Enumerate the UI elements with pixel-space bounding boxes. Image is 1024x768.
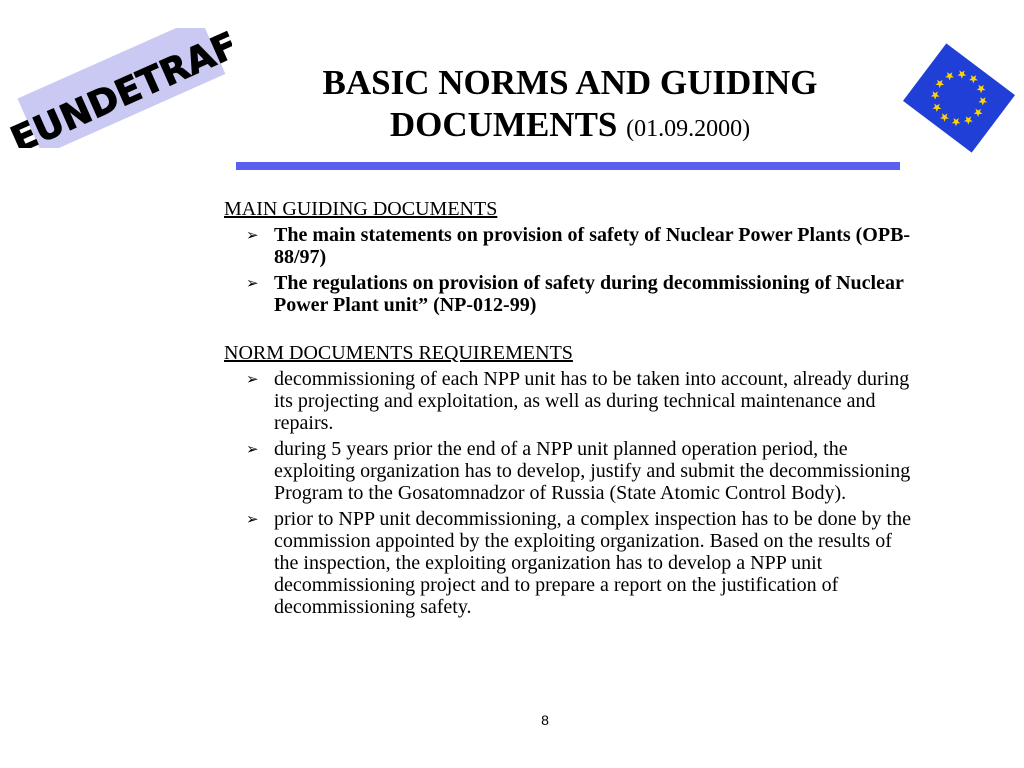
page-title [240,62,900,150]
list-item [224,368,914,434]
list-item-text: The main statements on provision of safety of Nuclear Power Plants (OPB-88/97) [274,224,911,268]
page-title-date: (01.09.2000) [626,116,751,142]
eundetraf-logo-graphic [8,28,232,148]
bullet-arrow-icon: ➢ [246,226,259,244]
bullet-list [224,368,914,618]
eu-flag-icon [898,42,1020,154]
list-item-text: during 5 years prior the end of a NPP unit planned operation period, the exploiting organization has to develop, justify and submit the decommissioning Program to the Gosatomnadzor of Russia (State Atomic Control Body). [274,438,911,504]
section-norm-documents-requirements [224,342,914,618]
eu-flag-field [903,43,1015,152]
list-item [224,224,914,268]
list-item-text: decommissioning of each NPP unit has to be taken into account, already during its projecting and exploitation, as well as during technical maintenance and repairs. [274,368,910,434]
section-heading: MAIN GUIDING DOCUMENTS [224,198,498,220]
list-item-text: prior to NPP unit decommissioning, a complex inspection has to be done by the commission appointed by the exploiting organization. Based on the results of the inspection, the exploiting organization has to develop a NPP unit decommissioning project and to prepare a report on the justification of decommissioning safety. [274,508,911,618]
list-item-text: The regulations on provision of safety during decommissioning of Nuclear Power Plant unit” (NP-012-99) [274,272,904,316]
list-item [224,508,914,618]
section-heading: NORM DOCUMENTS REQUIREMENTS [224,342,573,364]
eundetraf-logo-text: EUNDETRAF [8,28,232,148]
bullet-arrow-icon: ➢ [246,370,259,388]
list-item [224,272,914,316]
page-number: 8 [541,712,549,728]
eundetraf-logo [8,28,232,148]
title-underline-rule [236,162,900,170]
list-item [224,438,914,504]
page-title-main: BASIC NORMS AND GUIDING DOCUMENTS [322,63,818,144]
bullet-list [224,224,914,316]
bullet-arrow-icon: ➢ [246,440,259,458]
eu-flag-graphic [898,42,1020,154]
bullet-arrow-icon: ➢ [246,274,259,292]
bullet-arrow-icon: ➢ [246,510,259,528]
section-main-guiding-documents [224,198,914,316]
slide-content [224,198,914,622]
